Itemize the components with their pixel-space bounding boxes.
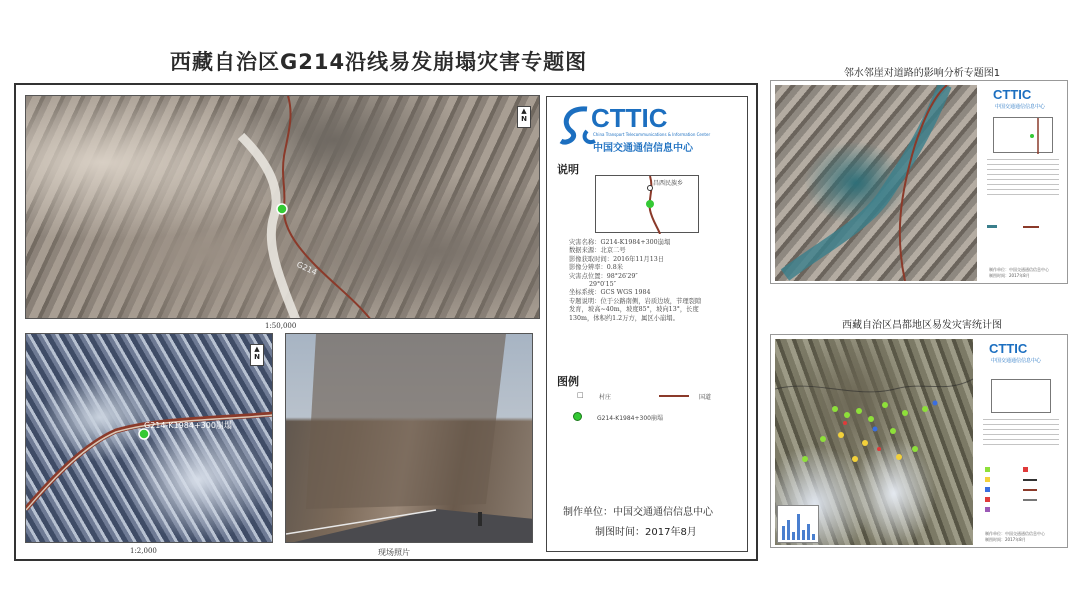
info-line: 130m，体积约1.2万方，属区小崩塌。 [569,314,679,322]
side-bottom-map-sheet[interactable] [770,334,1068,548]
side-bottom-info-lines [983,419,1059,447]
collapse-point-marker [277,204,287,214]
side-bottom-inset [991,379,1051,413]
info-line: 29°0′15″ [569,281,616,289]
legend-label: 国道 [699,394,712,401]
inset-location-map [595,175,699,233]
info-line: 影像获取时间：2016年11月13日 [569,255,665,263]
side-top-inset [993,117,1053,153]
site-photo[interactable] [285,333,533,543]
photo-caption: 现场照片 [378,548,410,557]
inset-place-label: 昌西民族乡 [653,180,684,187]
date-text: 制图时间：2017年8月 [595,527,697,538]
side-bottom-logo-cn: 中国交通通信信息中心 [991,358,1042,364]
detail-north-arrow-icon: ▲ N [250,344,264,366]
north-arrow-icon: ▲ N [517,106,531,128]
description-heading: 说明 [557,163,579,176]
road-label: G214 [295,259,319,278]
side-top-logo-text: CTTIC [993,87,1032,102]
main-satellite-map[interactable] [25,95,540,319]
inset-bar-chart [777,505,819,543]
detail-label: G214-K1984+300崩塌 [144,421,232,430]
side-bottom-title: 西藏自治区昌都地区易发灾害统计图 [842,320,1002,331]
detail-map-overlay [26,334,273,543]
info-line: 数据来源：北京二号 [569,247,626,255]
legend-label: 村庄 [599,394,612,401]
page-title: 西藏自治区G214沿线易发崩塌灾害专题图 [170,50,588,74]
maker-text: 制作单位：中国交通通信信息中心 [563,507,713,518]
side-top-date: 制图时间：2017年8月 [989,273,1030,278]
side-top-satellite [775,85,977,281]
side-top-logo-cn: 中国交通通信信息中心 [995,104,1046,110]
road-line-icon [659,395,689,397]
side-top-maker: 制作单位：中国交通通信信息中心 [989,267,1049,272]
info-line: 影像分辨率：0.8米 [569,264,624,272]
side-top-map-sheet[interactable] [770,80,1068,284]
info-line: 发育，坡高~40m，坡度85°，坡向13°，长度 [569,306,699,314]
side-bottom-logo-text: CTTIC [989,341,1028,356]
side-bottom-legend-swatches [983,467,1061,527]
legend-item-collapse [573,411,738,423]
side-bottom-legend [977,339,1065,545]
side-bottom-date: 制图时间：2017年8月 [985,537,1026,542]
side-top-info-lines [987,159,1059,195]
legend-item-road [659,391,739,401]
info-line: 灾害名称：G214-K1984+300崩塌 [569,239,671,246]
legend-label: G214-K1984+300崩塌 [597,415,663,422]
legend-panel [546,96,748,552]
info-line: 坐标系统：GCS WGS 1984 [569,289,651,297]
village-icon: □ [577,391,584,399]
side-top-legend-swatches [987,221,1059,235]
legend-heading: 图例 [557,375,579,388]
photo-overlay [286,334,533,543]
detail-map-scale: 1:2,000 [130,547,157,555]
info-line: 专题说明：位于公路南侧，岩质边坡，节理裂隙 [569,297,702,305]
cttic-logo [557,101,742,155]
road-line [283,96,371,319]
main-map-scale: 1:50,000 [265,322,297,330]
info-block [569,239,744,323]
side-bottom-satellite [775,339,973,545]
side-top-legend [981,85,1065,281]
legend-item-village [577,391,647,401]
side-top-title: 邻水邻崖对道路的影响分析专题图1 [843,68,1001,79]
collapse-point-icon [573,412,582,421]
logo-cn: 中国交通通信信息中心 [593,143,693,154]
side-bottom-maker: 制作单位：中国交通通信信息中心 [985,531,1045,536]
detail-satellite-map[interactable] [25,333,273,543]
logo-text: CTTIC [591,103,668,133]
logo-en: China Transport Telecommunications & Information Center [593,132,711,137]
info-line: 灾害点位置：98°26′29″ [569,272,638,280]
main-map-overlay [26,96,540,319]
